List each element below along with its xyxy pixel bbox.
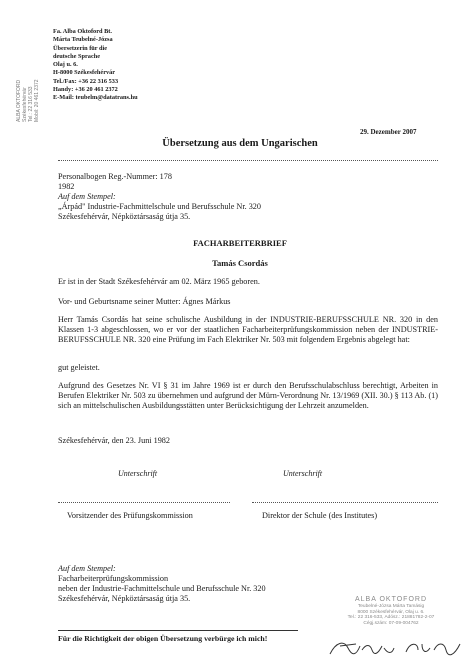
left-signature-label: Unterschrift bbox=[118, 469, 158, 478]
mother-info: Vor- und Geburtsname seiner Mutter: Ágnes Márkus bbox=[58, 297, 231, 306]
certification-divider bbox=[58, 630, 298, 631]
left-signature-line bbox=[58, 502, 230, 503]
company-name: Fa. Alba Oktoford Bt. bbox=[53, 28, 112, 35]
mobile-phone: Handy: +36 20 461 2372 bbox=[53, 86, 118, 94]
translator-stamp-line: 8000 Székesfehérvár, Olaj u. 6. bbox=[357, 609, 425, 615]
left-signature-role: Vorsitzender des Prüfungskommission bbox=[67, 511, 193, 520]
address-street: Olaj u. 6. bbox=[53, 61, 78, 69]
document-date: 29. Dezember 2007 bbox=[360, 128, 417, 136]
document-title: Übersetzung aus dem Ungarischen bbox=[162, 138, 318, 149]
side-stamp-line: ALBA OKTOFORD bbox=[16, 79, 22, 122]
school-name: „Árpád" Industrie-Fachmittelschule und Berufsschule Nr. 320 bbox=[58, 202, 261, 211]
side-stamp bbox=[2, 14, 42, 132]
right-signature-label: Unterschrift bbox=[283, 469, 323, 478]
commission-name: Facharbeiterprüfungskommission bbox=[58, 574, 169, 583]
translator-name: Márta Teubelné-Józsa bbox=[53, 36, 113, 44]
commission-address: Székesfehérvár, Népköztársaság útja 35. bbox=[58, 594, 191, 603]
title-divider bbox=[58, 160, 438, 161]
email-address: E-Mail: teubelm@datatrans.hu bbox=[53, 94, 138, 102]
holder-name: Tamás Csordás bbox=[212, 258, 268, 268]
translator-stamp-line: Teubelné-Józsa Márta Tamásig bbox=[357, 604, 425, 609]
letterhead bbox=[53, 28, 283, 103]
right-signature-line bbox=[252, 502, 438, 503]
phone-fax: Tel./Fax: +36 22 316 533 bbox=[53, 77, 119, 85]
certificate-heading: FACHARBEITERBRIEF bbox=[193, 238, 287, 248]
translator-stamp-name: ALBA OKTOFORD bbox=[355, 596, 427, 603]
translator-stamp-line: Tel.: 22 316-533, Adósz.: 21881782-2-07 bbox=[347, 615, 435, 621]
translator-role: Übersetzerin für die bbox=[53, 44, 108, 52]
place-date: Székesfehérvár, den 23. Juni 1982 bbox=[58, 436, 170, 445]
stamp-block-label: Auf dem Stempel: bbox=[58, 564, 116, 573]
side-stamp-line: Mobil: 20 461 2372 bbox=[34, 79, 40, 122]
address-city: H-8000 Székesfehérvár bbox=[53, 69, 116, 77]
certification-statement: Für die Richtigkeit der obigen Übersetzung verbürge ich mich! bbox=[58, 634, 268, 643]
translator-language: deutsche Sprache bbox=[53, 52, 101, 60]
stamp-label: Auf dem Stempel: bbox=[58, 192, 116, 201]
training-paragraph: Herr Tamás Csordás hat seine schulische Ausbildung in der INDUSTRIE-BERUFSSCHULE NR. 320 in den Klassen 1-3 abgeschlossen, wo er vor der staatlichen Facharbeiterprüfungskommission neben der INDUSTRIE-BERUFSSCHULE NR. 320 eine Prüfung im Fach Elektriker Nr. 503 mit folgendem Ergebnis abgelegt hat: bbox=[58, 315, 438, 344]
school-address: Székesfehérvár, Népköztársaság útja 35. bbox=[58, 212, 191, 221]
side-stamp-text bbox=[16, 79, 40, 122]
exam-result: gut geleistet. bbox=[58, 363, 100, 372]
legal-paragraph: Aufgrund des Gesetzes Nr. VI § 31 im Jahre 1969 ist er durch den Berufsschulabschluss berechtigt, Arbeiten in Berufen Elektriker Nr. 503 zu übernehmen und aufgrund der Mürn-Verordnung Nr. 13/1969 (XII. 30.) § 113 Ab. (1) sich an mittelschulischen Ausbildungsstätten unter Berücksichtigung der Lehrzeit anzumelden. bbox=[58, 381, 438, 410]
side-stamp-line: Tel.: 22 316 533 bbox=[28, 86, 34, 122]
commission-school: neben der Industrie-Fachmittelschule und Berufsschule Nr. 320 bbox=[58, 584, 266, 593]
right-signature-role: Direktor der Schule (des Institutes) bbox=[262, 511, 378, 520]
birth-info: Er ist in der Stadt Székesfehérvár am 02. März 1965 geboren. bbox=[58, 277, 260, 286]
registration-number: Personalbogen Reg.-Nummer: 178 bbox=[58, 172, 172, 181]
translator-signature bbox=[326, 636, 466, 662]
translator-stamp-line: Cégj.szám: 07-09-004762 bbox=[363, 620, 419, 626]
side-stamp-line: Székesfehérvár bbox=[22, 87, 28, 122]
record-year: 1982 bbox=[58, 182, 75, 191]
